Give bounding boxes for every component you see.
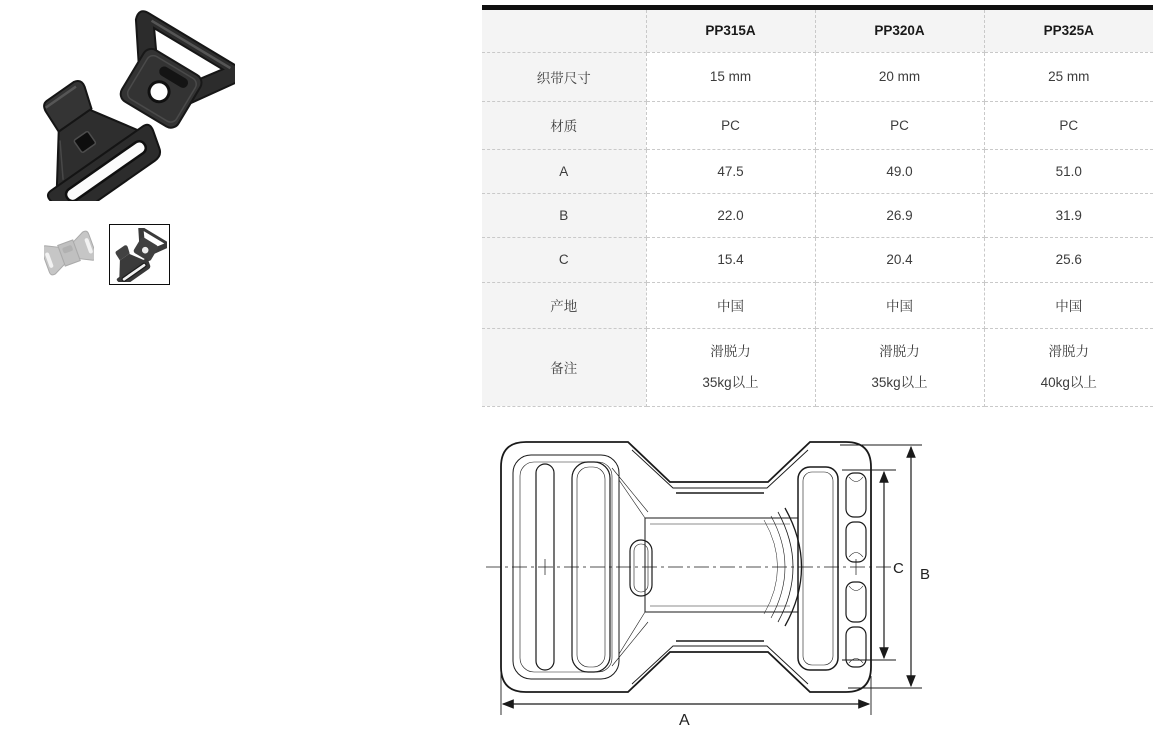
- dim-label-b: B: [920, 566, 931, 583]
- spec-cell: 47.5: [646, 149, 815, 193]
- thumbnail-separated-image: [113, 228, 167, 282]
- row-label: 产地: [482, 282, 646, 328]
- spec-cell: 中国: [646, 282, 815, 328]
- spec-row-dim-c: [482, 237, 1153, 282]
- dimension-drawing: [480, 420, 940, 731]
- dim-label-a: A: [679, 712, 690, 729]
- remark-line: 滑脱力: [710, 344, 751, 359]
- spec-cell: PC: [984, 101, 1153, 149]
- spec-cell: 22.0: [646, 193, 815, 237]
- remark-line: 35kg以上: [871, 375, 928, 390]
- spec-cell: 15 mm: [646, 52, 815, 101]
- dimension-drawing-svg: [480, 420, 940, 731]
- row-label: A: [482, 149, 646, 193]
- column-header-pp325a: PP325A: [984, 10, 1153, 52]
- column-header-pp320a: PP320A: [815, 10, 984, 52]
- spec-row-webbing-size: [482, 52, 1153, 101]
- spec-row-material: [482, 101, 1153, 149]
- spec-cell: 49.0: [815, 149, 984, 193]
- spec-cell: 25.6: [984, 237, 1153, 282]
- remark-line: 35kg以上: [702, 375, 759, 390]
- spec-cell: 26.9: [815, 193, 984, 237]
- thumbnail-assembled-image: [44, 229, 94, 277]
- spec-cell: 15.4: [646, 237, 815, 282]
- spec-header-empty: [482, 10, 646, 52]
- column-header-pp315a: PP315A: [646, 10, 815, 52]
- product-photo-svg: [15, 5, 235, 201]
- spec-cell: 中国: [984, 282, 1153, 328]
- spec-row-origin: [482, 282, 1153, 328]
- spec-cell: 51.0: [984, 149, 1153, 193]
- product-photo: [15, 5, 235, 201]
- row-label: C: [482, 237, 646, 282]
- spec-cell: 20 mm: [815, 52, 984, 101]
- spec-cell: PC: [646, 101, 815, 149]
- spec-row-dim-b: [482, 193, 1153, 237]
- row-label: 备注: [482, 328, 646, 406]
- row-label: 织带尺寸: [482, 52, 646, 101]
- spec-row-remarks: [482, 328, 1153, 406]
- remark-line: 40kg以上: [1040, 375, 1097, 390]
- spec-cell: [815, 328, 984, 406]
- spec-cell: PC: [815, 101, 984, 149]
- spec-table: [482, 5, 1153, 407]
- thumbnail-assembled[interactable]: [44, 229, 94, 277]
- spec-cell: 31.9: [984, 193, 1153, 237]
- spec-cell: 20.4: [815, 237, 984, 282]
- spec-row-dim-a: [482, 149, 1153, 193]
- spec-header-row: [482, 10, 1153, 52]
- remark-line: 滑脱力: [879, 344, 920, 359]
- dim-label-c: C: [893, 560, 904, 577]
- row-label: 材质: [482, 101, 646, 149]
- spec-cell: [984, 328, 1153, 406]
- spec-cell: 中国: [815, 282, 984, 328]
- row-label: B: [482, 193, 646, 237]
- remark-line: 滑脱力: [1048, 344, 1089, 359]
- thumbnail-separated[interactable]: [109, 224, 170, 285]
- spec-cell: [646, 328, 815, 406]
- spec-cell: 25 mm: [984, 52, 1153, 101]
